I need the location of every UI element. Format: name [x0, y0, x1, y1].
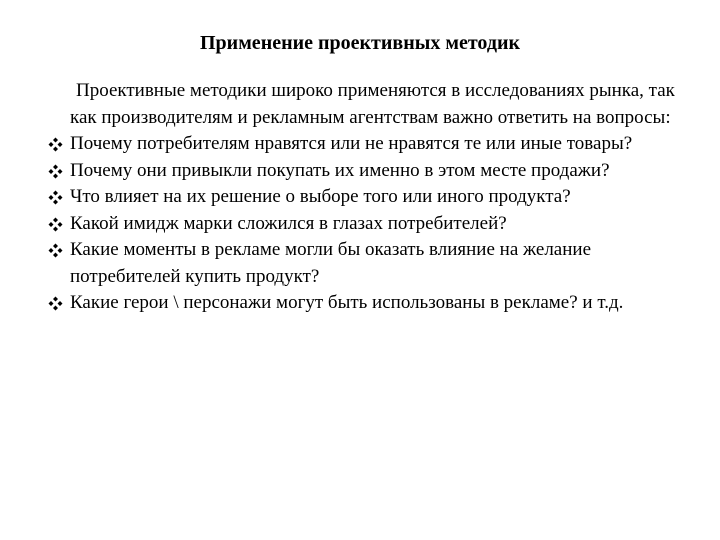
bullet-item [48, 237, 683, 290]
four-diamond-bullet-icon [48, 243, 63, 258]
bullet-text: Почему они привыкли покупать их именно в этом месте продажи? [70, 159, 610, 181]
bullet-text: Какие моменты в рекламе могли бы оказать влияние на желание потребителей купить продукт? [70, 239, 591, 287]
bullet-list [48, 131, 683, 317]
four-diamond-bullet-icon [48, 164, 63, 179]
bullet-item [48, 131, 683, 158]
four-diamond-bullet-icon [48, 190, 63, 205]
slide-title: Применение проективных методик [199, 32, 520, 54]
bullet-item [48, 290, 683, 317]
bullet-item [48, 211, 683, 238]
bullet-item [48, 158, 683, 185]
intro-paragraph: Проективные методики широко применяются в исследованиях рынка, так как производителям и рекламным агентствам важно ответить на вопросы: [70, 80, 675, 128]
bullet-text: Почему потребителям нравятся или не нравятся те или иные товары? [70, 133, 633, 154]
four-diamond-bullet-icon [48, 217, 63, 232]
bullet-text: Какой имидж марки сложился в глазах потребителей? [70, 212, 507, 234]
bullet-text: Что влияет на их решение о выборе того или иного продукта? [70, 186, 571, 207]
bullet-item [48, 184, 683, 211]
four-diamond-bullet-icon [48, 137, 63, 152]
bullet-text: Какие герои \ персонажи могут быть использованы в рекламе? и т.д. [70, 292, 624, 313]
four-diamond-bullet-icon [48, 296, 63, 311]
slide-content [48, 78, 683, 317]
